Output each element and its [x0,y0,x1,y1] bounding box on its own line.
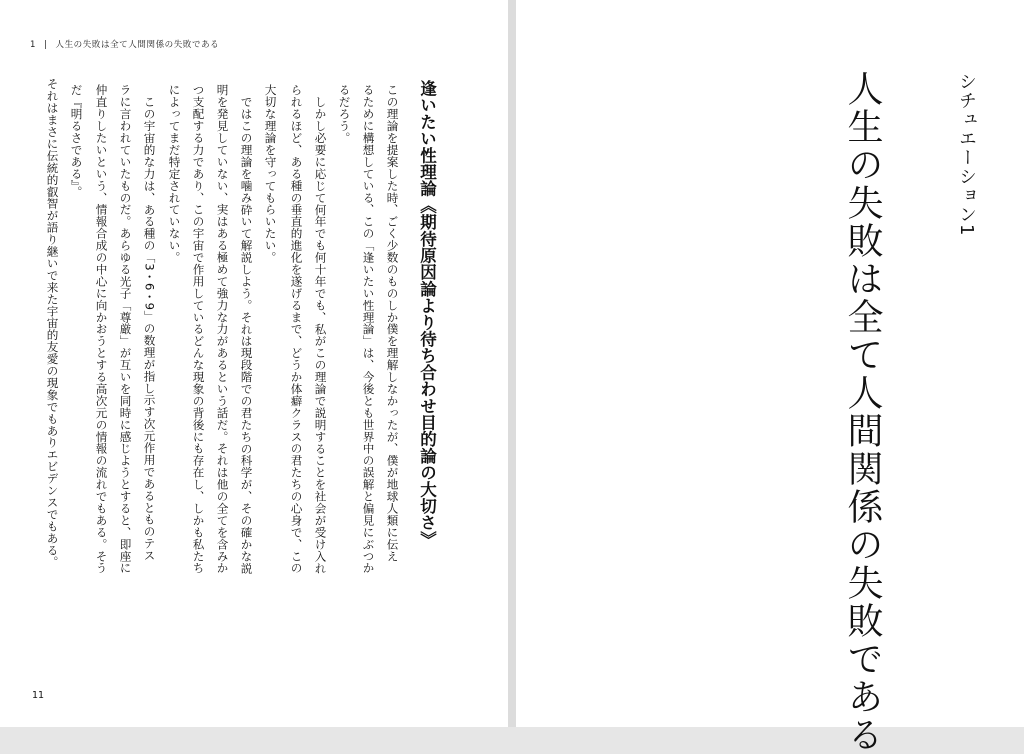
body-line: によってまだ特定されていない。 [167,84,182,264]
body-line: ラに言われていたものだ。あらゆる光子「尊厳」が互いを同時に感じようとすると、即座に [118,84,133,574]
body-line: この宇宙的な力は、ある種の「3・6・9」の数理が指し示す次元作用であるとものテス [142,96,157,562]
page-number: 11 [32,690,45,701]
chapter-label: シチュエーション1 [956,72,977,237]
body-line: この理論を提案した時、ごく少数のものしか僕を理解しなかったが、僕が地球人類に伝え [385,84,400,562]
body-line: つ支配する力であり、この宇宙で作用しているどんな現象の背後にも存在し、しかも私たち [191,84,206,574]
body-line: るだろう。 [337,84,352,144]
right-page [516,0,1024,754]
running-head-title: 人生の失敗は全て人間関係の失敗である [55,40,220,50]
body-line: 明を発見していない、実はある極めて強力な力があるという話だ。それは他の全てを含みか [215,84,230,574]
running-head [30,38,219,50]
body-line: それはまさに伝統的叡智が語り継いで来た宇宙的友愛の現象でもありエビデンスでもある。 [45,78,60,568]
body-line: 仲直りしたいという、情報合成の中心に向かおうとする高次元の情報の流れでもある。そう [94,84,109,574]
gutter [508,0,516,727]
running-head-page-number: 1 [30,40,37,50]
running-head-separator: | [44,40,48,50]
body-line: られるほど、ある種の垂直的進化を遂げるまで、どうか体癖クラスの君たちの心身で、この [289,84,304,574]
body-line: 大切な理論を守ってもらいたい。 [263,84,278,264]
chapter-title: 人生の失敗は全て人間関係の失敗である [842,70,883,754]
left-page [0,0,508,727]
body-line: るために構想している、この「逢いたい性理論」は、今後とも世界中の誤解と偏見にぶつか [361,84,376,574]
section-heading: 逢いたい性理論《期待原因論より待ち合わせ目的論の大切さ》 [417,80,437,548]
body-line: ではこの理論を噛み砕いて解説しよう。それは現段階での君たちの科学が、その確かな説 [239,96,254,574]
body-line: だ『明るさである』。 [69,84,84,198]
body-line: しかし必要に応じて何年でも何十年でも、私がこの理論で説明することを社会が受け入れ [313,96,328,574]
